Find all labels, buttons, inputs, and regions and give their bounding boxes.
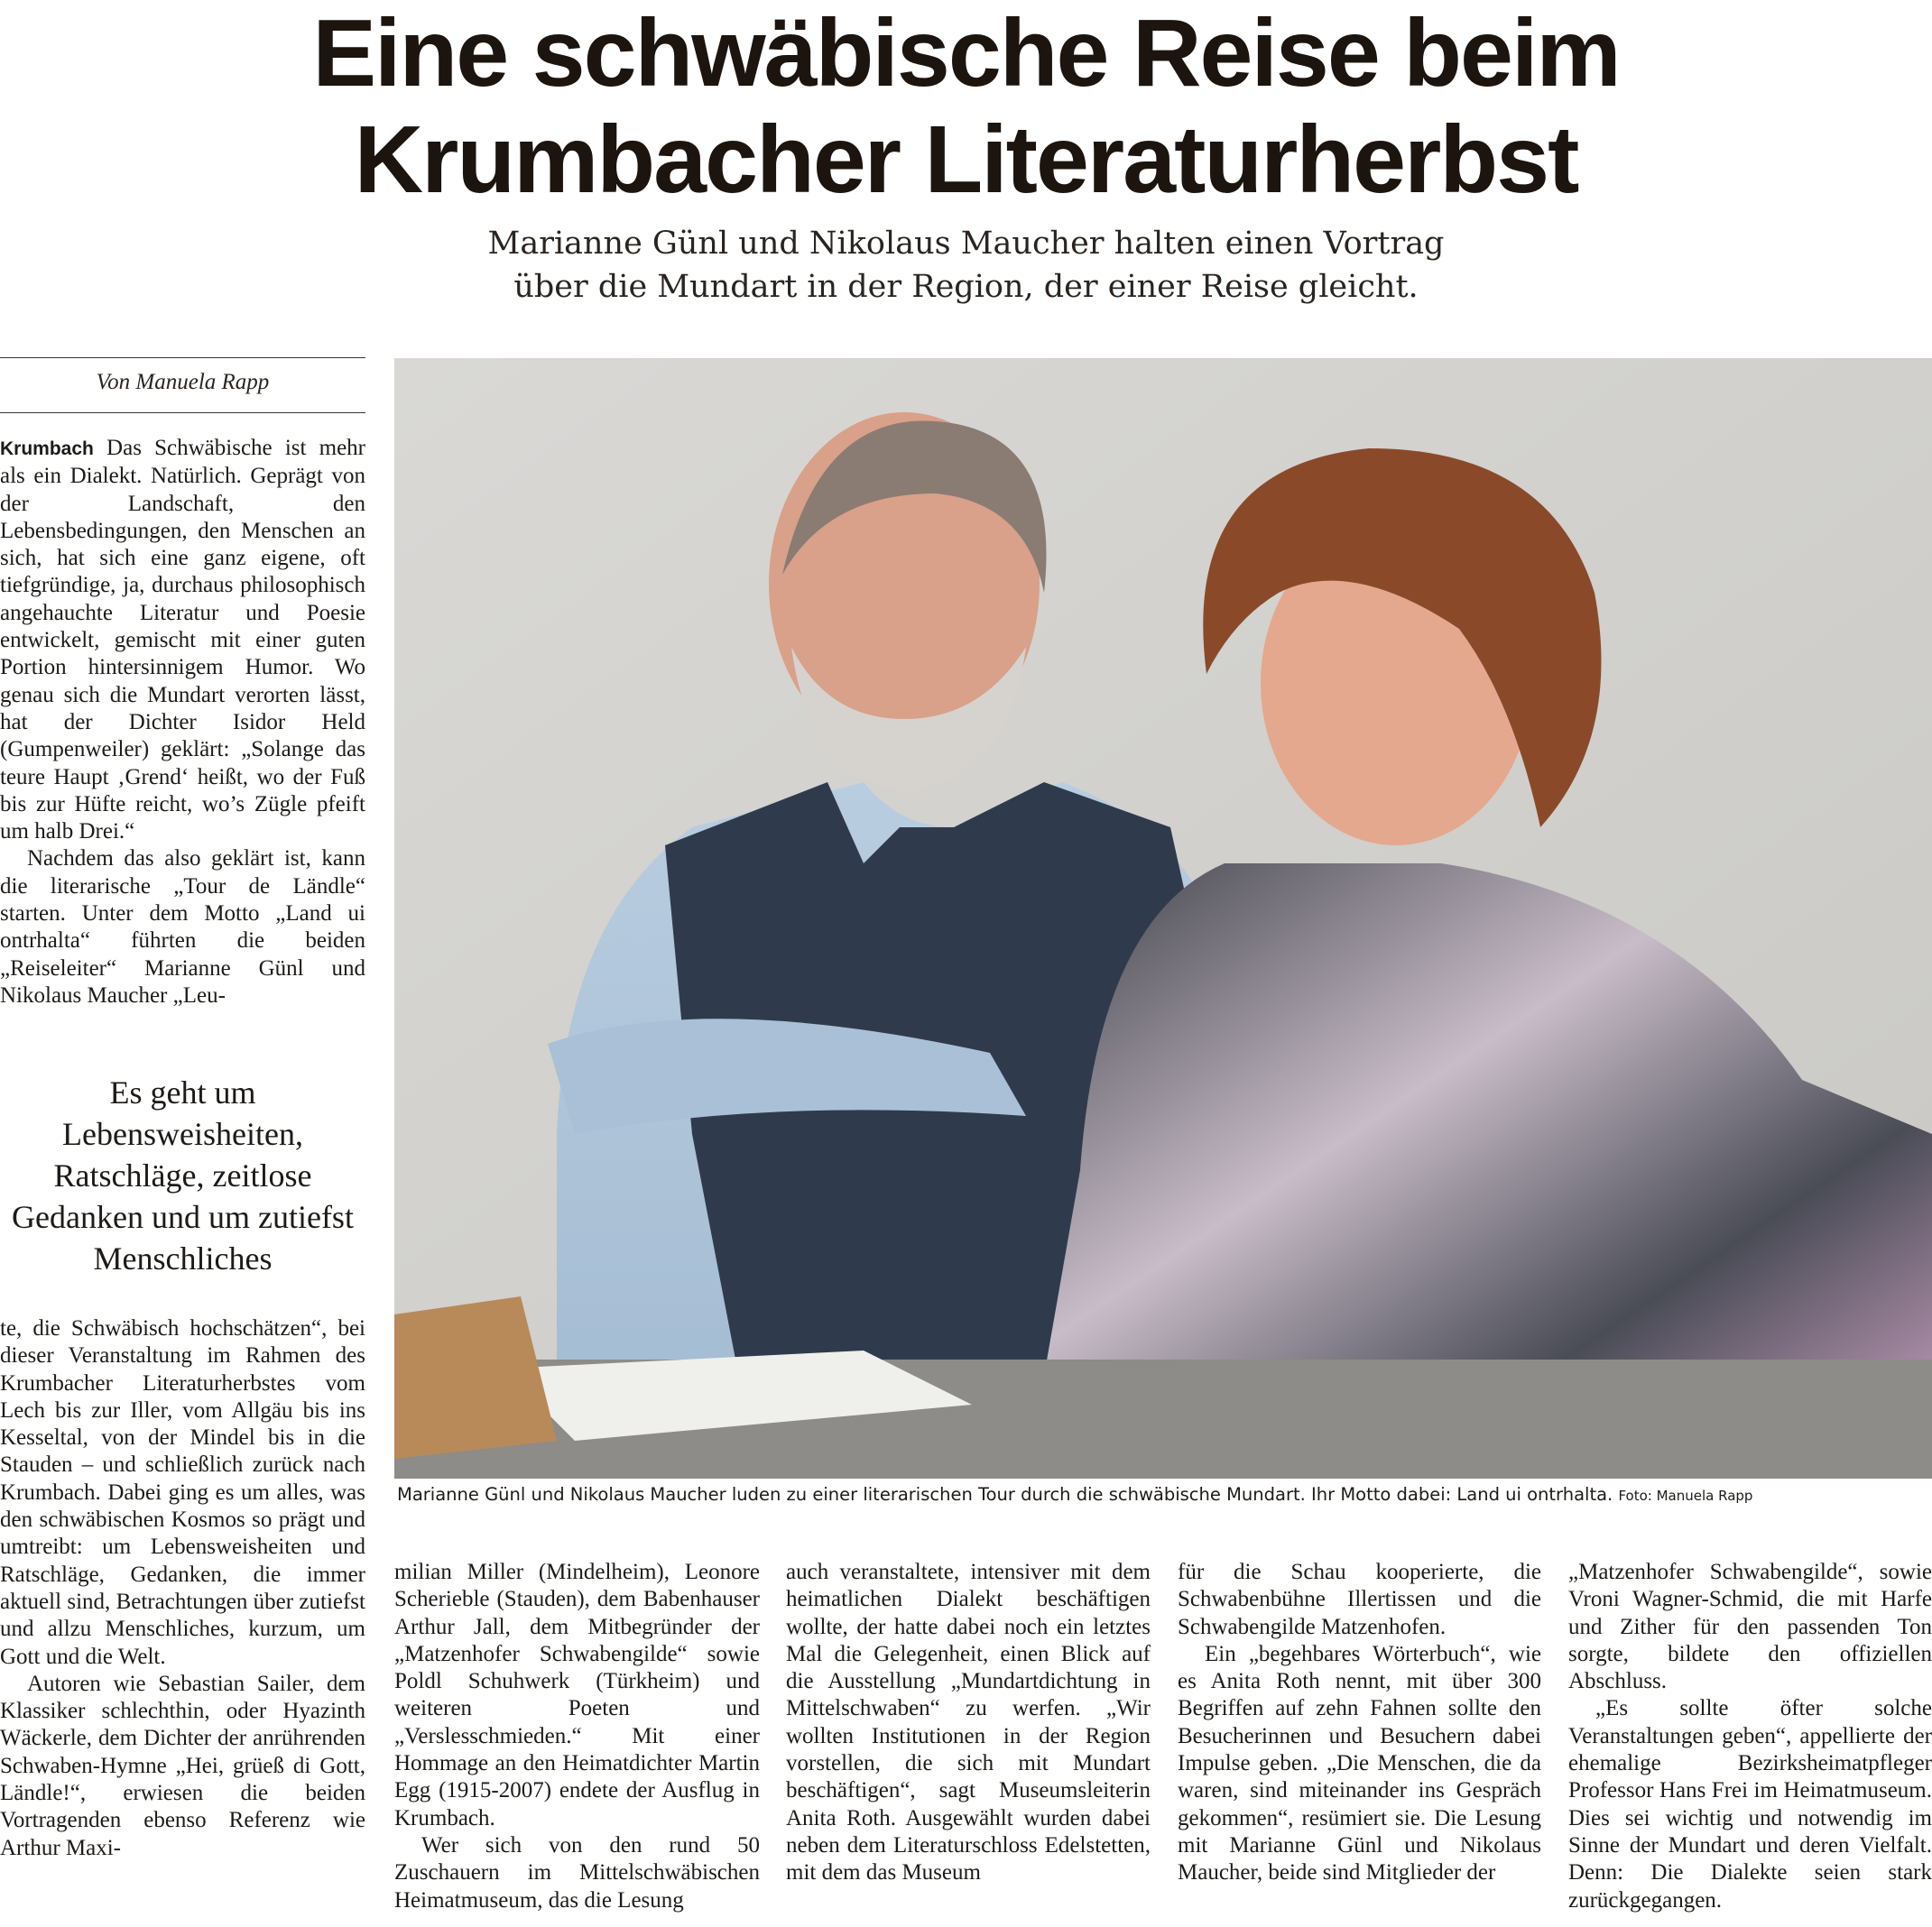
- article-column-5: [1568, 1559, 1932, 1914]
- byline-rule-bottom: [0, 412, 365, 413]
- article-column-3: [786, 1559, 1151, 1887]
- article-paragraph: „Matzenhofer Schwabengilde“, sowie Vroni Wagner-Schmid, die mit Harfe und Zither für den passenden Ton sorgte, bildete den offiziellen Abschluss.: [1568, 1560, 1932, 1694]
- byline: Von Manuela Rapp: [96, 370, 270, 394]
- headline-line-2: Krumbacher Literaturherbst: [354, 106, 1578, 213]
- headline: [0, 0, 1932, 213]
- article-paragraph: Nachdem das also geklärt ist, kann die literarische „Tour de Ländle“ starten. Unter dem Motto „Land ui ontrhalta“ führten die beiden „Reiseleiter“ Marianne Günl und Nikolaus Maucher „Leu-: [0, 846, 365, 1008]
- article-photo: [394, 358, 1932, 1479]
- photo-caption: [397, 1484, 1932, 1505]
- article-column-4: [1178, 1559, 1541, 1887]
- subheadline-line-2: über die Mundart in der Region, der einer Reise gleicht.: [513, 269, 1419, 305]
- headline-line-1: Eine schwäbische Reise beim: [312, 0, 1620, 106]
- article-column-1-lower: [0, 1315, 365, 1862]
- article-paragraph: „Es sollte öfter solche Veranstaltungen geben“, appellierte der ehemalige Bezirksheimatpfleger Professor Hans Frei im Heimatmuseum. Dies sei wichtig und notwendig im Sinne der Mundart und deren Vielfalt. Denn: Die Dialekte seien stark zurückgegangen.: [1568, 1696, 1932, 1913]
- article-paragraph: Autoren wie Sebastian Sailer, dem Klassiker schlechthin, oder Hyazinth Wäckerle, dem Dichter der anrührenden Schwaben-Hymne „Hei, grüeß di Gott, Ländle!“, erwiesen die beiden Vortragenden ebenso Referenz wie Arthur Maxi-: [0, 1671, 365, 1860]
- article-paragraph: für die Schau kooperierte, die Schwabenbühne Illertissen und die Schwabengilde Matzenhofen.: [1178, 1560, 1541, 1639]
- article-paragraph: te, die Schwäbisch hochschätzen“, bei dieser Veranstaltung im Rahmen des Krumbacher Literaturherbstes vom Lech bis zur Iller, vom Allgäu bis ins Kesseltal, von der Mindel bis in die Stauden – und schließlich zurück nach Krumbach. Dabei ging es um alles, was den schwäbischen Kosmos so prägt und umtreibt: um Lebensweisheiten und Ratschläge, Gedanken, die immer aktuell sind, Betrachtungen über zutiefst und allzu Menschliches, kurzum, um Gott und die Welt.: [0, 1316, 365, 1669]
- article-column-2: [394, 1559, 760, 1914]
- subheadline-line-1: Marianne Günl und Nikolaus Maucher halten einen Vortrag: [487, 226, 1445, 262]
- pull-quote: Es geht um Lebensweisheiten, Ratschläge, zeitlose Gedanken und um zutiefst Menschliches: [12, 1074, 354, 1277]
- article-paragraph: auch veranstaltete, intensiver mit dem heimatlichen Dialekt beschäftigen wollte, der hatte dabei noch ein letztes Mal die Gelegenheit, einen Blick auf die Ausstellung „Mundartdichtung in Mittelschwaben“ zu werfen. „Wir wollten Institutionen in der Region vorstellen, die sich mit Mundart beschäftigen“, sagt Museumsleiterin Anita Roth. Ausgewählt wurden dabei neben dem Literaturschloss Edelstetten, mit dem das Museum: [786, 1560, 1151, 1886]
- article-paragraph: Ein „begehbares Wörterbuch“, wie es Anita Roth nennt, mit über 300 Begriffen auf zehn Fahnen sollte den Besucherinnen und Besuchern dabei Impulse geben. „Die Menschen, die da waren, sind miteinander ins Gespräch gekommen“, resümiert sie. Die Lesung mit Marianne Günl und Nikolaus Maucher, beide sind Mitglieder der: [1178, 1641, 1541, 1886]
- article-paragraph: [0, 435, 365, 845]
- photo-credit: Foto: Manuela Rapp: [1618, 1488, 1753, 1504]
- paragraph-text: Das Schwäbische ist mehr als ein Dialekt. Natürlich. Geprägt von der Landschaft, den Lebensbedingungen, den Menschen an sich, hat sich eine ganz eigene, oft tiefgründige, ja, durchaus philosophisch angehauchte Literatur und Poesie entwickelt, gemischt mit einer guten Portion hintersinnigem Humor. Wo genau sich die Mundart verorten lässt, hat der Dichter Isidor Held (Gumpenweiler) geklärt: „Solange das teure Haupt ‚Grend‘ heißt, wo der Fuß bis zur Hüfte reicht, wo’s Zügle pfeift um halb Drei.“: [0, 436, 365, 844]
- subheadline: [0, 222, 1932, 309]
- article-column-1-upper: [0, 435, 365, 1010]
- caption-text: Marianne Günl und Nikolaus Maucher luden zu einer literarischen Tour durch die schwäbische Mundart. Ihr Motto dabei: Land ui ontrhalta.: [397, 1484, 1613, 1505]
- byline-rule-top: [0, 357, 365, 358]
- article-paragraph: milian Miller (Mindelheim), Leonore Scherieble (Stauden), dem Babenhauser Arthur Jall, dem Mitbegründer der „Matzenhofer Schwabengilde“ sowie Poldl Schuhwerk (Türkheim) und weiteren Poeten und „Verslesschmieden.“ Mit einer Hommage an den Heimatdichter Martin Egg (1915-2007) endete der Ausflug in Krumbach.: [394, 1560, 760, 1830]
- article-paragraph: Wer sich von den rund 50 Zuschauern im Mittelschwäbischen Heimatmuseum, das die Lesung: [394, 1832, 760, 1913]
- photo-illustration: [394, 358, 1932, 1479]
- dateline: Krumbach: [0, 438, 94, 459]
